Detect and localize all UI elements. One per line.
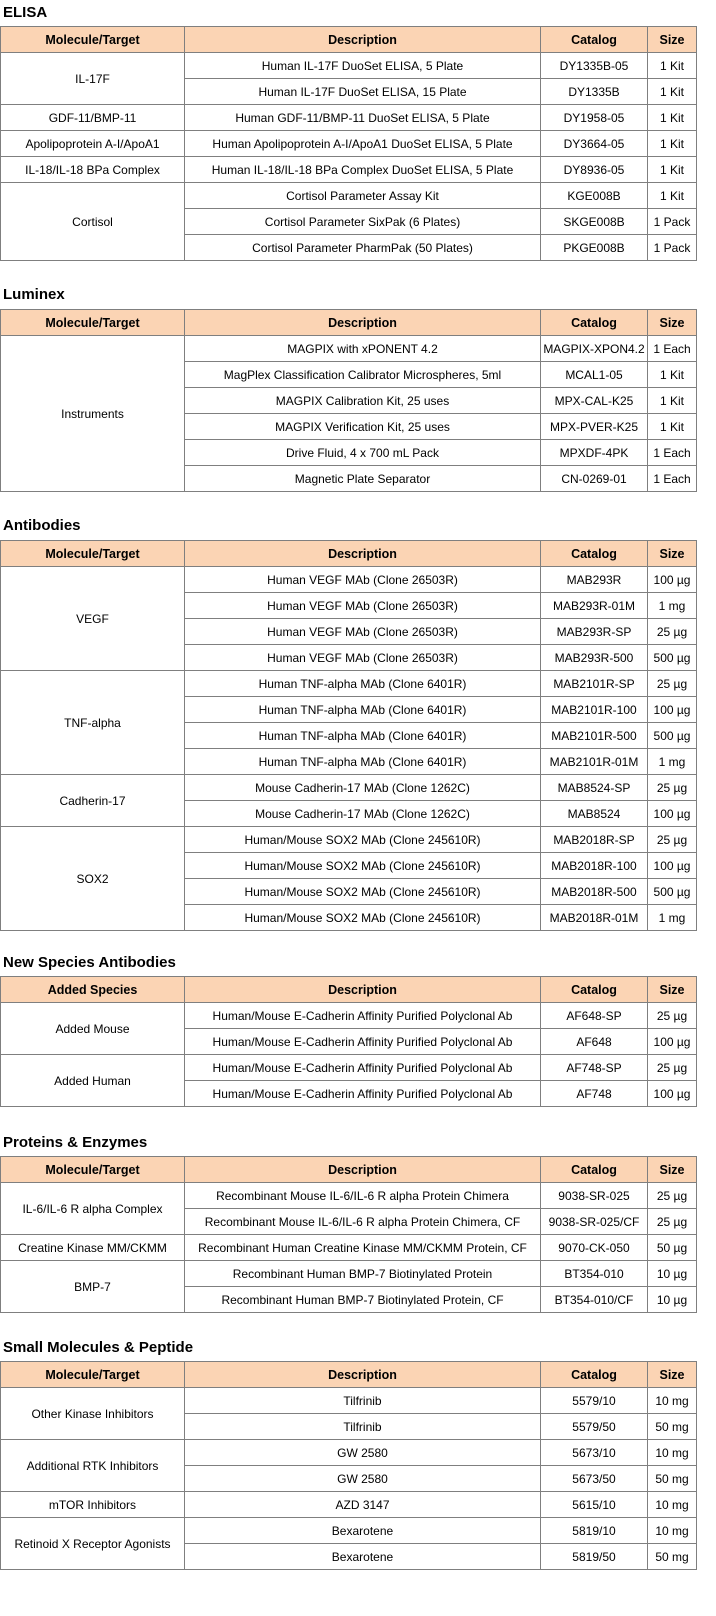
size-cell: 500 µg [648, 879, 697, 905]
catalog-cell: BT354-010 [541, 1261, 648, 1287]
description-cell: Bexarotene [185, 1544, 541, 1570]
size-cell: 1 Kit [648, 53, 697, 79]
catalog-cell: 5819/50 [541, 1544, 648, 1570]
size-cell: 1 mg [648, 905, 697, 931]
description-cell: Drive Fluid, 4 x 700 mL Pack [185, 440, 541, 466]
header-description: Description [185, 1362, 541, 1388]
catalog-cell: MAB293R [541, 567, 648, 593]
header-target: Added Species [1, 977, 185, 1003]
header-catalog: Catalog [541, 310, 648, 336]
size-cell: 1 Kit [648, 131, 697, 157]
description-cell: Recombinant Mouse IL-6/IL-6 R alpha Protein Chimera, CF [185, 1209, 541, 1235]
size-cell: 1 Kit [648, 183, 697, 209]
table-row [1, 671, 697, 697]
table-row [1, 1518, 697, 1544]
size-cell: 1 Kit [648, 157, 697, 183]
table-row [1, 1388, 697, 1414]
target-cell: Additional RTK Inhibitors [1, 1440, 185, 1492]
size-cell: 25 µg [648, 619, 697, 645]
size-cell: 1 Each [648, 440, 697, 466]
catalog-cell: MPXDF-4PK [541, 440, 648, 466]
catalog-cell: MAB8524 [541, 801, 648, 827]
catalog-cell: 5673/10 [541, 1440, 648, 1466]
header-size: Size [648, 541, 697, 567]
catalog-cell: DY1335B-05 [541, 53, 648, 79]
description-cell: Cortisol Parameter PharmPak (50 Plates) [185, 235, 541, 261]
product-table-new-species-antibodies [0, 976, 697, 1107]
header-description: Description [185, 977, 541, 1003]
table-row [1, 1440, 697, 1466]
target-cell: IL-6/IL-6 R alpha Complex [1, 1183, 185, 1235]
table-row [1, 53, 697, 79]
product-table-small-molecules-peptide [0, 1361, 697, 1570]
table-header-row [1, 1362, 697, 1388]
size-cell: 1 mg [648, 749, 697, 775]
catalog-cell: 9038-SR-025/CF [541, 1209, 648, 1235]
catalog-cell: AF748 [541, 1081, 648, 1107]
table-row [1, 827, 697, 853]
section-title-small-molecules-peptide: Small Molecules & Peptide [3, 1339, 194, 1356]
catalog-cell: MAGPIX-XPON4.2 [541, 336, 648, 362]
description-cell: Human IL-17F DuoSet ELISA, 15 Plate [185, 79, 541, 105]
size-cell: 10 µg [648, 1261, 697, 1287]
target-cell: Retinoid X Receptor Agonists [1, 1518, 185, 1570]
description-cell: Human/Mouse E-Cadherin Affinity Purified Polyclonal Ab [185, 1029, 541, 1055]
target-cell: Apolipoprotein A-I/ApoA1 [1, 131, 185, 157]
size-cell: 1 Each [648, 466, 697, 492]
size-cell: 50 mg [648, 1544, 697, 1570]
catalog-cell: MAB2101R-01M [541, 749, 648, 775]
size-cell: 100 µg [648, 801, 697, 827]
target-cell: Added Mouse [1, 1003, 185, 1055]
table-row [1, 1235, 697, 1261]
target-cell: Instruments [1, 336, 185, 492]
catalog-cell: MAB2018R-01M [541, 905, 648, 931]
catalog-cell: MAB2101R-100 [541, 697, 648, 723]
catalog-cell: MAB2101R-SP [541, 671, 648, 697]
catalog-cell: MPX-CAL-K25 [541, 388, 648, 414]
description-cell: MagPlex Classification Calibrator Microspheres, 5ml [185, 362, 541, 388]
size-cell: 1 Pack [648, 235, 697, 261]
catalog-cell: MAB2018R-500 [541, 879, 648, 905]
size-cell: 25 µg [648, 1003, 697, 1029]
catalog-cell: MAB2018R-100 [541, 853, 648, 879]
table-header-row [1, 27, 697, 53]
description-cell: Human TNF-alpha MAb (Clone 6401R) [185, 671, 541, 697]
description-cell: MAGPIX with xPONENT 4.2 [185, 336, 541, 362]
catalog-cell: MAB293R-500 [541, 645, 648, 671]
catalog-cell: PKGE008B [541, 235, 648, 261]
header-target: Molecule/Target [1, 541, 185, 567]
target-cell: Creatine Kinase MM/CKMM [1, 1235, 185, 1261]
product-table-proteins-enzymes [0, 1156, 697, 1313]
header-catalog: Catalog [541, 541, 648, 567]
catalog-cell: DY3664-05 [541, 131, 648, 157]
table-header-row [1, 310, 697, 336]
description-cell: Mouse Cadherin-17 MAb (Clone 1262C) [185, 801, 541, 827]
description-cell: Human/Mouse SOX2 MAb (Clone 245610R) [185, 827, 541, 853]
table-row [1, 131, 697, 157]
description-cell: Human VEGF MAb (Clone 26503R) [185, 567, 541, 593]
description-cell: Human/Mouse E-Cadherin Affinity Purified Polyclonal Ab [185, 1081, 541, 1107]
catalog-cell: DY1335B [541, 79, 648, 105]
catalog-cell: AF648 [541, 1029, 648, 1055]
header-catalog: Catalog [541, 27, 648, 53]
header-size: Size [648, 1362, 697, 1388]
description-cell: Human TNF-alpha MAb (Clone 6401R) [185, 749, 541, 775]
header-size: Size [648, 27, 697, 53]
target-cell: IL-18/IL-18 BPa Complex [1, 157, 185, 183]
description-cell: Human/Mouse E-Cadherin Affinity Purified Polyclonal Ab [185, 1003, 541, 1029]
header-target: Molecule/Target [1, 310, 185, 336]
table-row [1, 1183, 697, 1209]
header-size: Size [648, 1157, 697, 1183]
catalog-cell: SKGE008B [541, 209, 648, 235]
header-size: Size [648, 310, 697, 336]
size-cell: 25 µg [648, 1209, 697, 1235]
header-target: Molecule/Target [1, 1157, 185, 1183]
size-cell: 25 µg [648, 671, 697, 697]
catalog-cell: KGE008B [541, 183, 648, 209]
table-header-row [1, 541, 697, 567]
description-cell: Human Apolipoprotein A-I/ApoA1 DuoSet ELISA, 5 Plate [185, 131, 541, 157]
size-cell: 1 Each [648, 336, 697, 362]
size-cell: 10 mg [648, 1440, 697, 1466]
catalog-cell: 9038-SR-025 [541, 1183, 648, 1209]
description-cell: Human/Mouse E-Cadherin Affinity Purified Polyclonal Ab [185, 1055, 541, 1081]
description-cell: Mouse Cadherin-17 MAb (Clone 1262C) [185, 775, 541, 801]
description-cell: Human/Mouse SOX2 MAb (Clone 245610R) [185, 853, 541, 879]
size-cell: 10 mg [648, 1388, 697, 1414]
section-title-luminex: Luminex [3, 286, 65, 303]
catalog-cell: MPX-PVER-K25 [541, 414, 648, 440]
table-header-row [1, 977, 697, 1003]
product-table-antibodies [0, 540, 697, 931]
target-cell: Other Kinase Inhibitors [1, 1388, 185, 1440]
description-cell: Human TNF-alpha MAb (Clone 6401R) [185, 697, 541, 723]
size-cell: 1 Kit [648, 388, 697, 414]
product-table-luminex [0, 309, 697, 492]
description-cell: Human/Mouse SOX2 MAb (Clone 245610R) [185, 879, 541, 905]
description-cell: Tilfrinib [185, 1388, 541, 1414]
size-cell: 1 Kit [648, 414, 697, 440]
table-row [1, 1003, 697, 1029]
size-cell: 100 µg [648, 567, 697, 593]
description-cell: Human/Mouse SOX2 MAb (Clone 245610R) [185, 905, 541, 931]
section-title-antibodies: Antibodies [3, 517, 81, 534]
size-cell: 1 Kit [648, 105, 697, 131]
catalog-cell: MAB2101R-500 [541, 723, 648, 749]
description-cell: Human VEGF MAb (Clone 26503R) [185, 645, 541, 671]
target-cell: mTOR Inhibitors [1, 1492, 185, 1518]
header-target: Molecule/Target [1, 1362, 185, 1388]
section-title-elisa: ELISA [3, 4, 48, 21]
catalog-cell: MCAL1-05 [541, 362, 648, 388]
target-cell: VEGF [1, 567, 185, 671]
table-row [1, 157, 697, 183]
size-cell: 25 µg [648, 775, 697, 801]
size-cell: 1 Kit [648, 362, 697, 388]
table-row [1, 775, 697, 801]
description-cell: Human TNF-alpha MAb (Clone 6401R) [185, 723, 541, 749]
description-cell: Human VEGF MAb (Clone 26503R) [185, 619, 541, 645]
table-row [1, 105, 697, 131]
product-table-elisa [0, 26, 697, 261]
target-cell: BMP-7 [1, 1261, 185, 1313]
catalog-cell: DY8936-05 [541, 157, 648, 183]
table-row [1, 1261, 697, 1287]
description-cell: Bexarotene [185, 1518, 541, 1544]
catalog-cell: AF748-SP [541, 1055, 648, 1081]
header-description: Description [185, 1157, 541, 1183]
catalog-cell: MAB293R-01M [541, 593, 648, 619]
section-title-new-species-antibodies: New Species Antibodies [3, 954, 176, 971]
table-row [1, 1492, 697, 1518]
description-cell: Cortisol Parameter Assay Kit [185, 183, 541, 209]
catalog-cell: BT354-010/CF [541, 1287, 648, 1313]
catalog-cell: 5579/50 [541, 1414, 648, 1440]
description-cell: GW 2580 [185, 1440, 541, 1466]
catalog-cell: MAB2018R-SP [541, 827, 648, 853]
size-cell: 10 mg [648, 1492, 697, 1518]
description-cell: Human VEGF MAb (Clone 26503R) [185, 593, 541, 619]
target-cell: Cortisol [1, 183, 185, 261]
target-cell: Cadherin-17 [1, 775, 185, 827]
size-cell: 100 µg [648, 1081, 697, 1107]
size-cell: 25 µg [648, 1055, 697, 1081]
size-cell: 50 mg [648, 1414, 697, 1440]
target-cell: GDF-11/BMP-11 [1, 105, 185, 131]
catalog-cell: 5819/10 [541, 1518, 648, 1544]
description-cell: Cortisol Parameter SixPak (6 Plates) [185, 209, 541, 235]
size-cell: 25 µg [648, 1183, 697, 1209]
target-cell: IL-17F [1, 53, 185, 105]
size-cell: 500 µg [648, 645, 697, 671]
size-cell: 100 µg [648, 1029, 697, 1055]
size-cell: 1 Pack [648, 209, 697, 235]
section-title-proteins-enzymes: Proteins & Enzymes [3, 1134, 148, 1151]
description-cell: Recombinant Human Creatine Kinase MM/CKMM Protein, CF [185, 1235, 541, 1261]
catalog-cell: CN-0269-01 [541, 466, 648, 492]
catalog-cell: 5579/10 [541, 1388, 648, 1414]
size-cell: 500 µg [648, 723, 697, 749]
size-cell: 50 µg [648, 1235, 697, 1261]
description-cell: MAGPIX Verification Kit, 25 uses [185, 414, 541, 440]
header-size: Size [648, 977, 697, 1003]
target-cell: SOX2 [1, 827, 185, 931]
catalog-cell: 9070-CK-050 [541, 1235, 648, 1261]
header-catalog: Catalog [541, 1157, 648, 1183]
description-cell: Human IL-18/IL-18 BPa Complex DuoSet ELISA, 5 Plate [185, 157, 541, 183]
description-cell: Tilfrinib [185, 1414, 541, 1440]
header-description: Description [185, 310, 541, 336]
table-row [1, 1055, 697, 1081]
description-cell: Recombinant Mouse IL-6/IL-6 R alpha Protein Chimera [185, 1183, 541, 1209]
size-cell: 1 Kit [648, 79, 697, 105]
table-row [1, 183, 697, 209]
target-cell: Added Human [1, 1055, 185, 1107]
header-catalog: Catalog [541, 977, 648, 1003]
description-cell: Human IL-17F DuoSet ELISA, 5 Plate [185, 53, 541, 79]
description-cell: GW 2580 [185, 1466, 541, 1492]
header-catalog: Catalog [541, 1362, 648, 1388]
description-cell: Magnetic Plate Separator [185, 466, 541, 492]
description-cell: MAGPIX Calibration Kit, 25 uses [185, 388, 541, 414]
size-cell: 25 µg [648, 827, 697, 853]
size-cell: 100 µg [648, 697, 697, 723]
header-target: Molecule/Target [1, 27, 185, 53]
size-cell: 100 µg [648, 853, 697, 879]
catalog-cell: DY1958-05 [541, 105, 648, 131]
target-cell: TNF-alpha [1, 671, 185, 775]
size-cell: 10 mg [648, 1518, 697, 1544]
description-cell: AZD 3147 [185, 1492, 541, 1518]
size-cell: 10 µg [648, 1287, 697, 1313]
size-cell: 50 mg [648, 1466, 697, 1492]
table-row [1, 336, 697, 362]
size-cell: 1 mg [648, 593, 697, 619]
description-cell: Recombinant Human BMP-7 Biotinylated Protein [185, 1261, 541, 1287]
catalog-cell: 5673/50 [541, 1466, 648, 1492]
catalog-cell: MAB293R-SP [541, 619, 648, 645]
description-cell: Recombinant Human BMP-7 Biotinylated Protein, CF [185, 1287, 541, 1313]
catalog-cell: 5615/10 [541, 1492, 648, 1518]
table-header-row [1, 1157, 697, 1183]
description-cell: Human GDF-11/BMP-11 DuoSet ELISA, 5 Plate [185, 105, 541, 131]
header-description: Description [185, 541, 541, 567]
table-row [1, 567, 697, 593]
catalog-cell: MAB8524-SP [541, 775, 648, 801]
catalog-cell: AF648-SP [541, 1003, 648, 1029]
header-description: Description [185, 27, 541, 53]
